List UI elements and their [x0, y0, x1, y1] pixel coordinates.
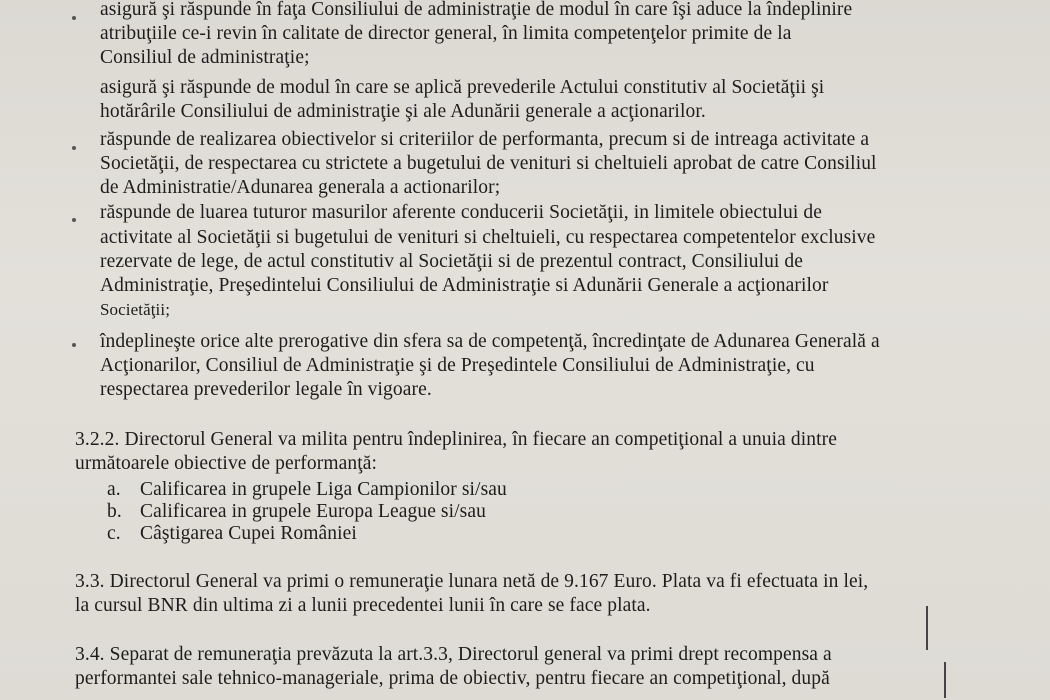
text-line: Administraţie, Preşedintelui Consiliului de Administraţie si Adunării Generale a acţionarilor	[100, 275, 829, 296]
text-line: la cursul BNR din ultima zi a lunii precedentei lunii în care se face plata.	[75, 595, 651, 616]
list-item-marker: b.	[107, 501, 122, 522]
text-line: de Administratie/Adunarea generala a actionarilor;	[100, 177, 501, 198]
bullet-dot-icon	[72, 16, 76, 20]
text-line: hotărârile Consiliului de administraţie şi ale Adunării generale a acţionarilor.	[100, 101, 706, 122]
text-line: asigură şi răspunde de modul în care se aplică prevederile Actului constitutiv al Societăţii şi	[100, 77, 825, 98]
list-item-text: Calificarea in grupele Europa League si/sau	[140, 501, 486, 522]
list-item-marker: a.	[107, 479, 121, 500]
text-line: atribuţiile ce-i revin în calitate de director general, în limita competenţelor primite de la	[100, 23, 792, 44]
text-line: activitate al Societăţii si bugetului de venituri si cheltuieli, cu respectarea competentelor exclusive	[100, 227, 876, 248]
list-item-marker: c.	[107, 523, 121, 544]
text-line: respectarea prevederilor legale în vigoare.	[100, 379, 432, 400]
text-line: asigură şi răspunde în faţa Consiliului de administraţie de modul în care îşi aduce la îndeplinire	[100, 0, 853, 20]
text-line: următoarele obiective de performanţă:	[75, 453, 378, 474]
list-item-text: Calificarea in grupele Liga Campionilor si/sau	[140, 479, 507, 500]
margin-pen-mark	[944, 662, 946, 698]
bullet-dot-icon	[72, 146, 76, 150]
text-line: răspunde de realizarea obiectivelor si criteriilor de performanta, precum si de intreaga activitate a	[100, 129, 870, 150]
text-line: Consiliul de administraţie;	[100, 47, 310, 68]
text-line: îndeplineşte orice alte prerogative din sfera sa de competenţă, încredinţate de Adunarea Generală a	[100, 331, 880, 352]
text-line: 3.2.2. Directorul General va milita pentru îndeplinirea, în fiecare an competiţional a unuia dintre	[75, 429, 837, 450]
list-item-text: Câştigarea Cupei României	[140, 523, 357, 544]
text-line: performantei sale tehnico-manageriale, prima de obiectiv, pentru fiecare an competiţional, după	[75, 668, 830, 689]
text-line: Societăţii;	[100, 300, 171, 319]
bullet-dot-icon	[72, 343, 76, 347]
text-line: Acţionarilor, Consiliul de Administraţie şi de Preşedintele Consiliului de Administraţie, cu	[100, 355, 815, 376]
bullet-dot-icon	[72, 218, 76, 222]
margin-pen-mark	[926, 606, 928, 650]
text-line: rezervate de lege, de actul constitutiv al Societăţii si de prezentul contract, Consiliului de	[100, 251, 804, 272]
text-line: 3.3. Directorul General va primi o remuneraţie lunara netă de 9.167 Euro. Plata va fi efectuata in lei,	[75, 571, 869, 592]
text-line: răspunde de luarea tuturor masurilor aferente conducerii Societăţii, in limitele obiectului de	[100, 202, 822, 223]
text-line: 3.4. Separat de remuneraţia prevăzuta la art.3.3, Directorul general va primi drept recompensa a	[75, 644, 832, 665]
text-line: Societăţii, de respectarea cu strictete a bugetului de venituri si cheltuieli aprobat de catre Consiliul	[100, 153, 877, 174]
